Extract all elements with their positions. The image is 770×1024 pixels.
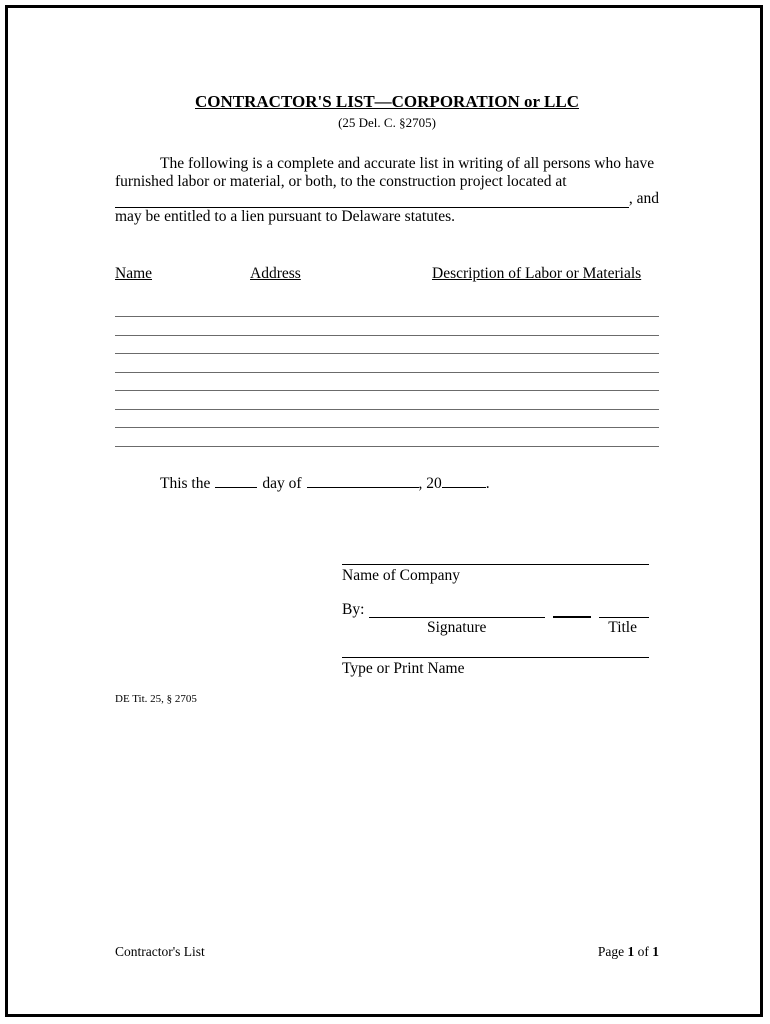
page-footer bbox=[115, 944, 659, 960]
blank-rows bbox=[115, 299, 659, 447]
signature-block bbox=[342, 550, 649, 677]
title-fill-line bbox=[599, 603, 649, 618]
statute-reference: DE Tit. 25, § 2705 bbox=[115, 693, 197, 705]
intro-blank-suffix: , and bbox=[628, 190, 659, 207]
print-name-line bbox=[342, 643, 649, 658]
company-name-label: Name of Company bbox=[342, 567, 460, 584]
table-row bbox=[115, 299, 659, 318]
company-name-line bbox=[342, 550, 649, 565]
by-row bbox=[342, 601, 649, 619]
footer-page-number: 1 bbox=[627, 944, 635, 959]
project-location-fill-line bbox=[115, 192, 629, 208]
document-title: CONTRACTOR'S LIST—CORPORATION or LLC bbox=[195, 92, 579, 111]
table-row bbox=[115, 317, 659, 336]
table-row bbox=[115, 410, 659, 429]
table-row bbox=[115, 354, 659, 373]
date-line bbox=[115, 473, 659, 493]
intro-paragraph bbox=[115, 155, 659, 225]
table-row bbox=[115, 428, 659, 447]
month-blank-line bbox=[307, 473, 419, 488]
intro-line-1: The following is a complete and accurate list in writing of all persons who have bbox=[160, 155, 655, 172]
by-label: By: bbox=[342, 600, 365, 618]
footer-of-word: of bbox=[637, 944, 649, 959]
date-line-part2: day of bbox=[262, 474, 302, 492]
title-label: Title bbox=[608, 619, 637, 636]
footer-page-total: 1 bbox=[652, 944, 659, 959]
document-content bbox=[115, 8, 659, 709]
footer-document-name: Contractor's List bbox=[115, 944, 205, 959]
column-header-name: Name bbox=[115, 265, 153, 282]
intro-line-4: may be entitled to a lien pursuant to Delaware statutes. bbox=[115, 207, 456, 225]
project-location-blank-row bbox=[115, 190, 659, 208]
table-header-row bbox=[115, 265, 659, 283]
date-line-part4: . bbox=[485, 474, 490, 492]
date-line-part3: , 20 bbox=[418, 474, 442, 492]
title-bold-line bbox=[553, 602, 591, 618]
document-page bbox=[5, 5, 763, 1017]
year-blank-line bbox=[442, 473, 486, 488]
signature-title-labels-row bbox=[342, 619, 649, 637]
column-header-description: Description of Labor or Materials bbox=[432, 265, 642, 282]
intro-line-2: furnished labor or material, or both, to the construction project located at bbox=[115, 172, 567, 190]
table-row bbox=[115, 391, 659, 410]
day-blank-line bbox=[215, 473, 257, 488]
print-name-label: Type or Print Name bbox=[342, 659, 465, 677]
footer-page-info bbox=[598, 944, 659, 960]
table-row bbox=[115, 336, 659, 355]
signature-fill-line bbox=[369, 603, 545, 618]
column-header-address: Address bbox=[250, 265, 301, 282]
date-line-part1: This the bbox=[160, 474, 211, 492]
footer-page-word: Page bbox=[597, 944, 625, 959]
table-row bbox=[115, 373, 659, 392]
statute-subtitle: (25 Del. C. §2705) bbox=[338, 114, 436, 130]
signature-label: Signature bbox=[427, 619, 487, 636]
